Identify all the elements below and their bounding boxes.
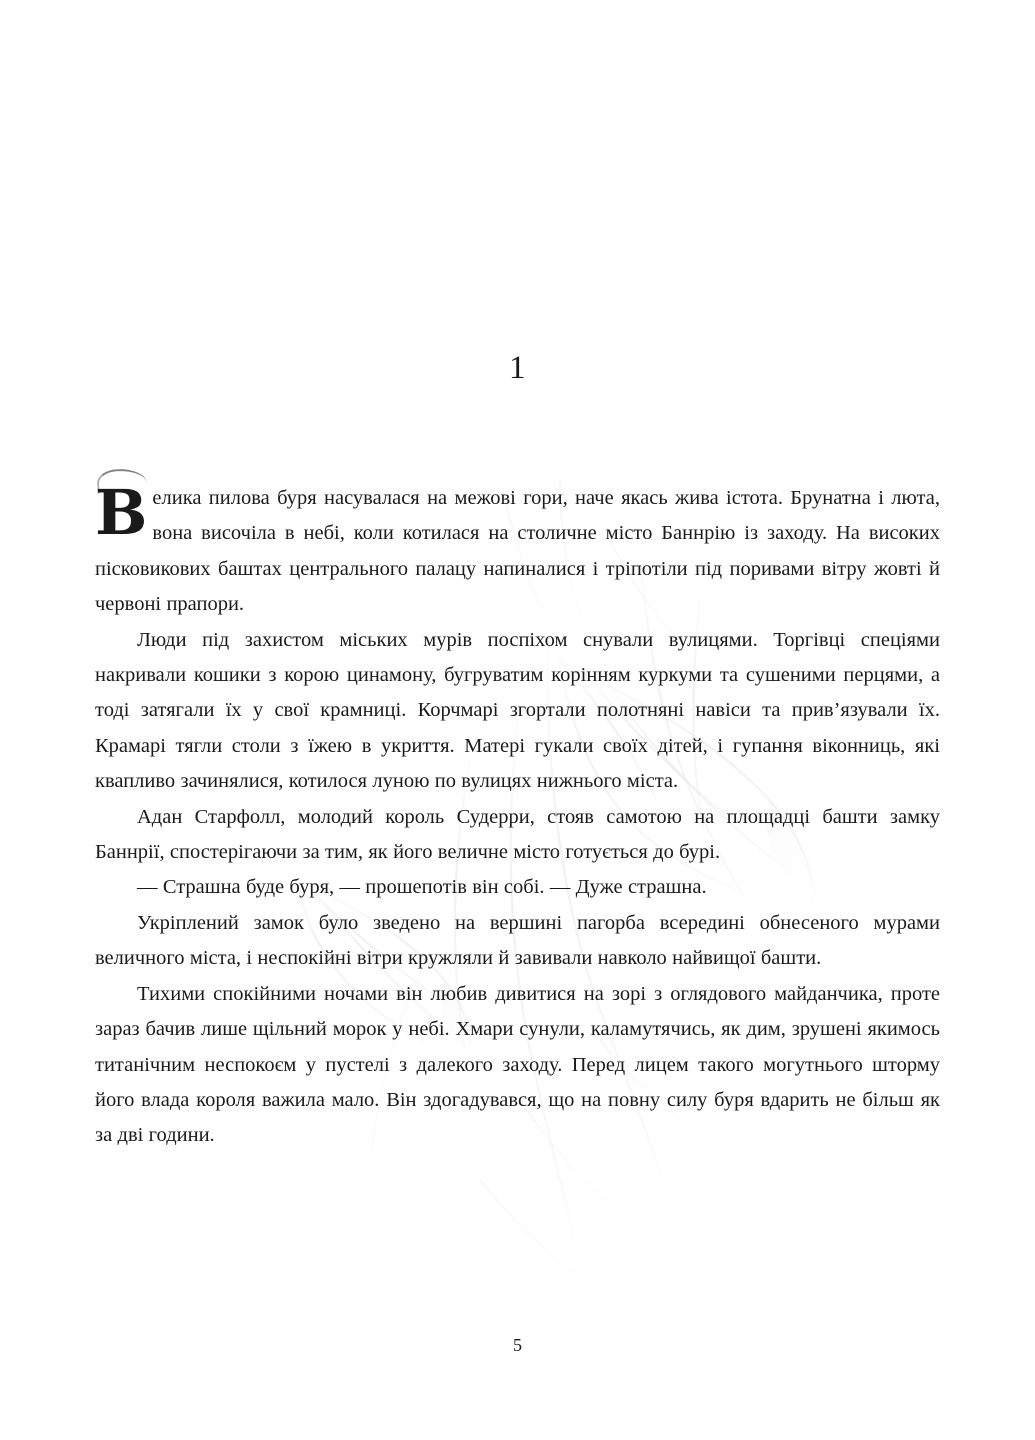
paragraph-text: елика пилова буря насувалася на межові гори, наче якась жива істота. Брунатна і люта, вона височіла в небі, коли котилася на столичне місто Баннрію із заходу. На високих пісковикових баштах центрального палацу напиналися і тріпотіли під поривами вітру жовті й червоні прапори. [95, 487, 940, 616]
paragraph: Адан Старфолл, молодий король Судерри, стояв самотою на площадці башти замку Баннрії, спостерігаючи за тим, як його величне місто готується до бурі. [95, 805, 940, 864]
paragraph: Укріплений замок було зведено на вершині пагорба всередині обнесеного мурами величного міста, і неспокійні вітри кружляли й завивали навколо найвищої башти. [95, 911, 940, 970]
page-number: 5 [513, 1335, 522, 1355]
paragraph: Люди під захистом міських мурів поспіхом снували вулицями. Торгівці спеціями накривали кошики з корою цинамону, бугруватим корінням куркуми та сушеними перцями, а тоді затягали їх у свої крамниці. Корчмарі згортали полотняні навіси та прив’язували їх. Крамарі тягли столи з їжею в укриття. Матері гукали своїх дітей, і гупання віконниць, які квапливо зачинялися, котилося луною по вулицях нижнього міста. [95, 628, 940, 793]
paragraph: Тихими спокійними ночами він любив дивитися на зорі з оглядового майданчика, проте зараз бачив лише щільний морок у небі. Хмари сунули, каламутячись, як дим, зрушені якимось титанічним неспокоєм у пустелі з далекого заходу. Перед лицем такого могутнього шторму його влада короля важила мало. Він здогадувався, що на повну силу буря вдарить не більш як за дві години. [95, 982, 940, 1147]
chapter-number: 1 [509, 350, 526, 386]
chapter-body [95, 476, 940, 1154]
paragraph: — Страшна буде буря, — прошепотів він собі. — Дуже страшна. [137, 876, 707, 899]
drop-cap: В [95, 483, 152, 539]
paragraph [95, 476, 940, 623]
